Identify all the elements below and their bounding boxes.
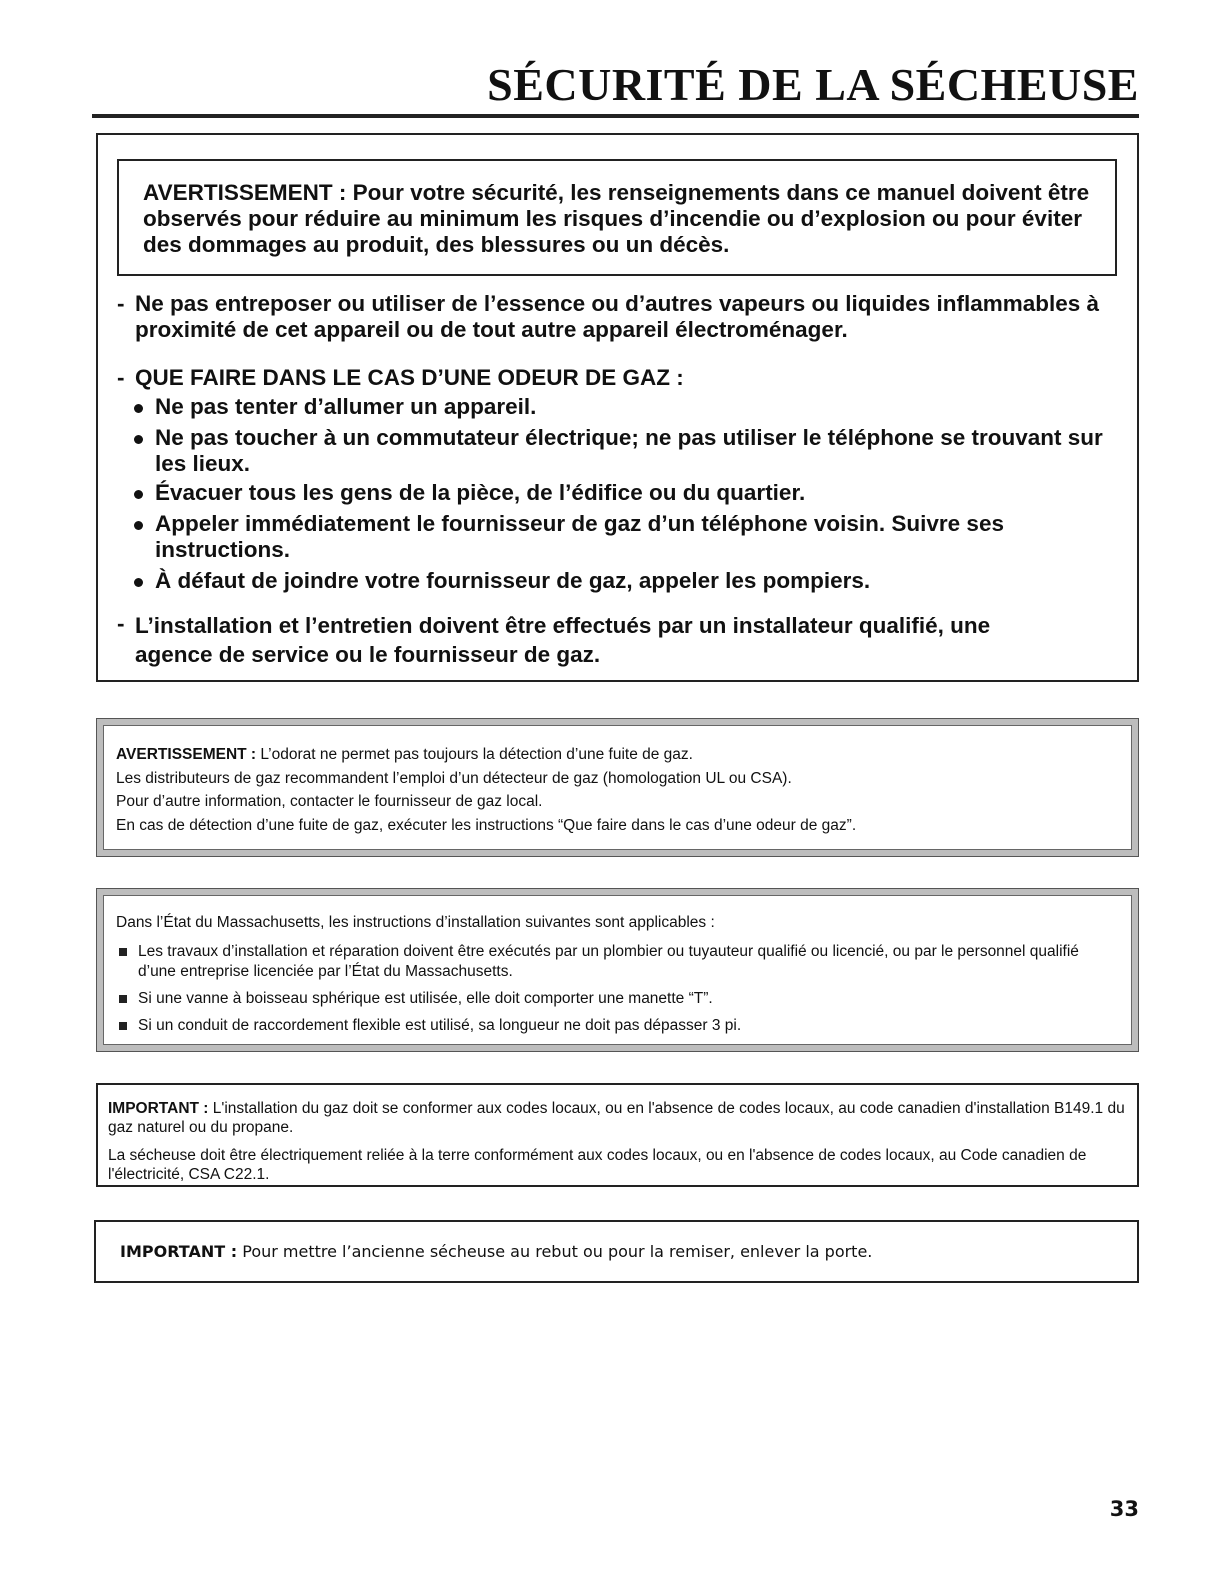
bullet-item bbox=[134, 480, 1114, 506]
grounding-paragraph: La sécheuse doit être électriquement reliée à la terre conformément aux codes locaux, ou en l'absence de codes locaux, au Code canadien de l'électricité, CSA C22.1. bbox=[108, 1147, 1087, 1183]
title-rule bbox=[92, 114, 1139, 118]
bullet-item bbox=[134, 394, 1114, 420]
bullet-text: Appeler immédiatement le fournisseur de gaz d’un téléphone voisin. Suivre ses instructions. bbox=[155, 511, 1004, 562]
bullet-icon bbox=[134, 435, 143, 444]
important-label: IMPORTANT : bbox=[108, 1100, 209, 1117]
dash-item-gas-odor-heading bbox=[117, 365, 1117, 391]
gas-warning-line bbox=[116, 743, 1119, 767]
dash-mark: - bbox=[117, 291, 125, 316]
dash-text: L’installation et l’entretien doivent être effectués par un installateur qualifié, une agence de service ou le fournisseur de gaz. bbox=[135, 613, 991, 667]
square-bullet-icon bbox=[119, 948, 127, 956]
dash-item-flammables bbox=[117, 291, 1117, 343]
list-item-text: Si un conduit de raccordement flexible est utilisé, sa longueur ne doit pas dépasser 3 pi. bbox=[138, 1017, 742, 1034]
page-title: SÉCURITÉ DE LA SÉCHEUSE bbox=[487, 59, 1139, 110]
list-item bbox=[116, 1016, 1119, 1036]
bullet-text: Ne pas toucher à un commutateur électrique; ne pas utiliser le téléphone se trouvant sur les lieux. bbox=[155, 425, 1103, 476]
bullet-item bbox=[134, 511, 1114, 563]
dash-mark: - bbox=[117, 365, 125, 390]
page-number: 33 bbox=[1109, 1497, 1139, 1521]
gas-detector-line: Les distributeurs de gaz recommandent l’emploi d’un détecteur de gaz (homologation UL ou CSA). bbox=[116, 769, 792, 787]
list-item-text: Les travaux d’installation et réparation doivent être exécutés par un plombier ou tuyauteur qualifié ou licencié, ou par le personnel qualifié d’une entreprise licenciée par l’État du Massachusetts. bbox=[138, 943, 1079, 980]
massachusetts-intro: Dans l’État du Massachusetts, les instructions d’installation suivantes sont applicables : bbox=[116, 914, 715, 931]
important-text: Pour mettre l’ancienne sécheuse au rebut ou pour la remiser, enlever la porte. bbox=[242, 1242, 873, 1261]
warning-box bbox=[117, 159, 1117, 276]
important-paragraph bbox=[108, 1099, 1127, 1137]
important-box-disposal bbox=[94, 1220, 1139, 1283]
dash-item-installation bbox=[117, 611, 1037, 669]
dash-text: Ne pas entreposer ou utiliser de l’essence ou d’autres vapeurs ou liquides inflammables à proximité de cet appareil ou de tout autre appareil électroménager. bbox=[135, 291, 1100, 342]
bullet-icon bbox=[134, 521, 143, 530]
gas-warning-text: L’odorat ne permet pas toujours la détection d’une fuite de gaz. bbox=[260, 746, 693, 763]
square-bullet-icon bbox=[119, 995, 127, 1003]
bullet-icon bbox=[134, 404, 143, 413]
warning-label: AVERTISSEMENT : bbox=[143, 180, 347, 205]
important-text: L'installation du gaz doit se conformer aux codes locaux, ou en l'absence de codes locaux, au code canadien d'installation B149.1 du gaz naturel ou du propane. bbox=[108, 1100, 1125, 1136]
gas-detection-box bbox=[96, 718, 1139, 857]
bullet-item bbox=[134, 568, 1114, 594]
dash-text: QUE FAIRE DANS LE CAS D’UNE ODEUR DE GAZ : bbox=[135, 365, 684, 390]
gas-info-line: Pour d’autre information, contacter le fournisseur de gaz local. bbox=[116, 793, 543, 810]
warning-text: Pour votre sécurité, les renseignements dans ce manuel doivent être observés pour réduire au minimum les risques d’incendie ou d’explosion ou pour éviter des dommages au produit, des blessures ou un décès. bbox=[143, 180, 1090, 257]
bullet-text: À défaut de joindre votre fournisseur de gaz, appeler les pompiers. bbox=[155, 568, 871, 593]
massachusetts-box bbox=[96, 888, 1139, 1052]
list-item bbox=[116, 942, 1119, 982]
important-box-gas-install bbox=[96, 1083, 1139, 1187]
list-item-text: Si une vanne à boisseau sphérique est utilisée, elle doit comporter une manette “T”. bbox=[138, 990, 713, 1007]
bullet-text: Évacuer tous les gens de la pièce, de l’édifice ou du quartier. bbox=[155, 480, 806, 505]
bullet-icon bbox=[134, 490, 143, 499]
important-label: IMPORTANT : bbox=[120, 1242, 238, 1261]
square-bullet-icon bbox=[119, 1022, 127, 1030]
list-item bbox=[116, 989, 1119, 1009]
dash-mark: - bbox=[117, 611, 125, 636]
bullet-icon bbox=[134, 578, 143, 587]
gas-leak-line: En cas de détection d’une fuite de gaz, exécuter les instructions “Que faire dans le cas d’une odeur de gaz”. bbox=[116, 816, 857, 834]
gas-warning-label: AVERTISSEMENT : bbox=[116, 746, 257, 763]
bullet-text: Ne pas tenter d’allumer un appareil. bbox=[155, 394, 537, 419]
bullet-item bbox=[134, 425, 1114, 477]
